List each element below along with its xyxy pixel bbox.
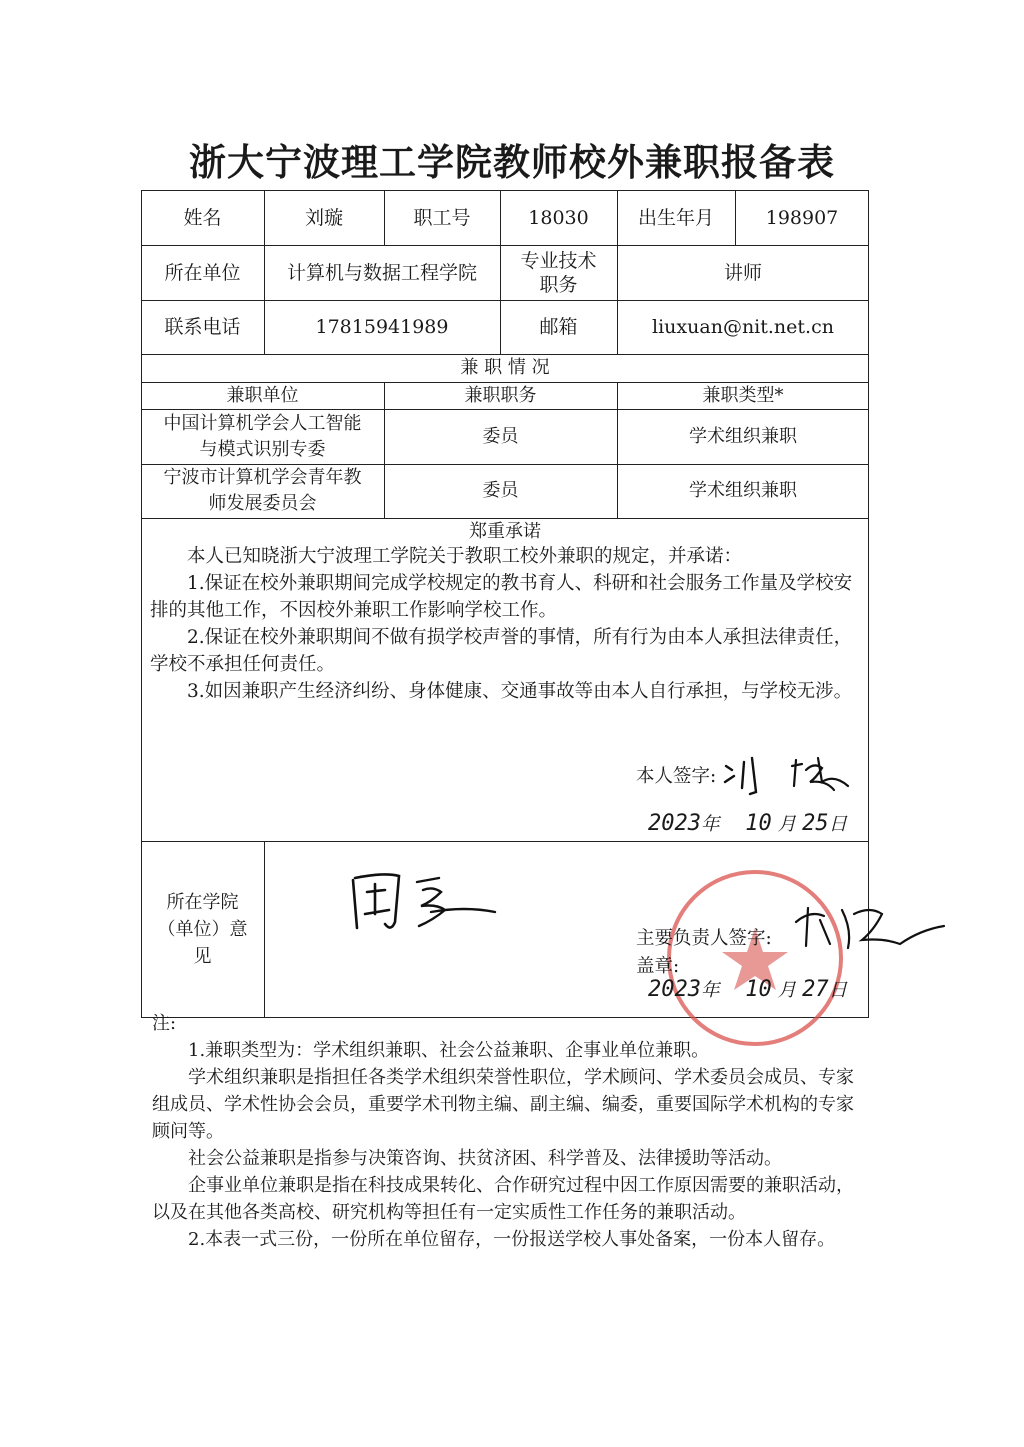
table-row-unit [141,464,384,518]
professional-title-label [500,245,617,300]
college-label-line: （单位）意 [157,919,248,940]
col-header-type: 兼职类型* [702,384,784,406]
note-2: 学术组织兼职是指担任各类学术组织荣誉性职位，学术顾问、学术委员会成员、专家组成员、学术性协会会员，重要学术刊物主编、副主编、编委，重要国际学术机构的专家顾问等。 [152,1067,854,1142]
date-day-suffix: 日 [828,814,848,835]
leader-sign-label: 主要负责人签字: [636,928,772,949]
note-5: 2.本表一式三份，一份所在单位留存，一份报送学校人事处备案，一份本人留存。 [188,1229,836,1250]
date-month-suffix: 月 [777,980,797,1001]
phone-label: 联系电话 [164,316,241,338]
promise-item-2: 2.保证在校外兼职期间不做有损学校声誉的事情，所有行为由本人承担法律责任，学校不承担任何责任。 [150,627,853,675]
date-month: 10 [745,811,772,836]
professional-title-label-line: 职务 [539,273,578,296]
leader-signature [790,900,950,956]
table-row-position: 委员 [482,425,519,447]
college-label-line: 所在学院 [166,892,239,913]
staff-id-value: 18030 [528,207,589,229]
email-value: liuxuan@nit.net.cn [652,316,834,338]
note-3: 社会公益兼职是指参与决策咨询、扶贫济困、科学普及、法律援助等活动。 [188,1148,782,1169]
seal-text [690,878,691,879]
promise-item-1: 1.保证在校外兼职期间完成学校规定的教书育人、科研和社会服务工作量及学校安排的其他工作，不因校外兼职工作影响学校工作。 [150,573,853,621]
unit-line: 与模式识别专委 [199,438,326,460]
phone-value: 17815941989 [315,316,449,338]
name-label: 姓名 [183,207,222,229]
promise-body [150,543,862,705]
date-day: 25 [802,811,829,836]
unit-line: 宁波市计算机学会青年教 [163,467,362,488]
col-header-unit: 兼职单位 [226,384,299,406]
table-rule [264,841,265,1018]
date-year-suffix: 年 [700,814,720,835]
note-4: 企事业单位兼职是指在科技成果转化、合作研究过程中因工作原因需要的兼职活动，以及在其他各类高校、研究机构等担任有一定实质性工作任务的兼职活动。 [152,1175,854,1223]
date-month-suffix: 月 [777,814,797,835]
college-sign-date [648,976,847,1002]
unit-line: 中国计算机学会人工智能 [163,412,362,434]
promise-heading: 郑重承诺 [469,521,541,542]
college-label-line: 见 [193,946,212,967]
notes-heading: 注: [152,1013,177,1034]
unit-value: 计算机与数据工程学院 [286,261,477,284]
date-year: 2023 [648,811,701,836]
table-row-type: 学术组织兼职 [689,425,797,447]
promise-item-3: 3.如因兼职产生经济纠纷、身体健康、交通事故等由本人自行承担，与学校无涉。 [187,681,853,702]
birth-label: 出生年月 [637,207,714,229]
applicant-signature [722,752,862,796]
staff-id-label: 职工号 [413,207,471,229]
college-opinion-label [141,841,264,1018]
date-year: 2023 [648,977,701,1002]
parttime-section-title: 兼 职 情 况 [460,357,550,378]
birth-value: 198907 [765,207,839,229]
unit-line: 师发展委员会 [208,493,317,514]
col-header-position: 兼职职务 [464,384,537,406]
note-1: 1.兼职类型为：学术组织兼职、社会公益兼职、企事业单位兼职。 [188,1040,710,1061]
table-row-unit [141,409,384,464]
date-month: 10 [745,977,772,1002]
date-day: 27 [802,977,829,1002]
applicant-sign-date [648,810,847,836]
applicant-sign-label: 本人签字: [636,766,717,787]
table-row-type: 学术组织兼职 [689,480,797,501]
form-title: 浙大宁波理工学院教师校外兼职报备表 [189,141,835,184]
date-year-suffix: 年 [700,980,720,1001]
email-label: 邮箱 [539,316,578,338]
notes [152,1010,864,1253]
seal-label: 盖章: [636,956,680,977]
promise-intro: 本人已知晓浙大宁波理工学院关于教职工校外兼职的规定，并承诺： [187,546,743,567]
table-row-position: 委员 [482,480,519,501]
name-value: 刘璇 [304,207,343,229]
date-day-suffix: 日 [828,980,848,1001]
unit-label: 所在单位 [164,261,241,284]
college-opinion-handwriting [345,862,505,942]
professional-title-label-line: 专业技术 [520,249,597,272]
professional-title-value: 讲师 [723,261,762,284]
